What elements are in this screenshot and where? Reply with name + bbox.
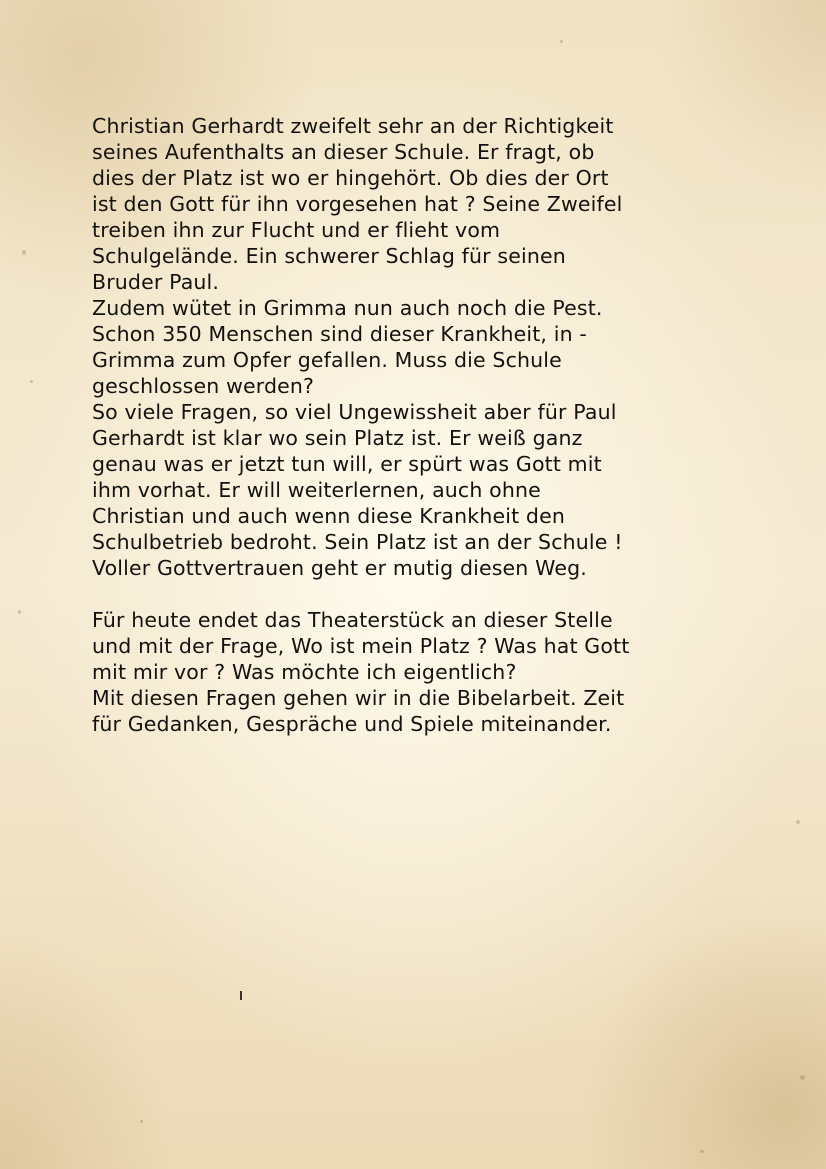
text-line: Mit diesen Fragen gehen wir in die Bibelarbeit. Zeit (92, 686, 625, 710)
text-line: Voller Gottvertrauen geht er mutig diesen Weg. (92, 556, 587, 580)
text-line: Schulgelände. Ein schwerer Schlag für seinen (92, 244, 566, 268)
paragraph-gap (92, 581, 702, 607)
text-line: Christian Gerhardt zweifelt sehr an der Richtigkeit (92, 114, 614, 138)
text-line: seines Aufenthalts an dieser Schule. Er fragt, ob (92, 140, 595, 164)
text-line: Christian und auch wenn diese Krankheit den (92, 504, 565, 528)
text-line: Schulbetrieb bedroht. Sein Platz ist an der Schule ! (92, 530, 623, 554)
paper-speck (700, 1150, 704, 1153)
text-line: geschlossen werden? (92, 374, 315, 398)
text-line: So viele Fragen, so viel Ungewissheit aber für Paul (92, 400, 617, 424)
text-line: und mit der Frage, Wo ist mein Platz ? Was hat Gott (92, 634, 630, 658)
paper-speck (800, 1075, 805, 1080)
text-line: Grimma zum Opfer gefallen. Muss die Schule (92, 348, 562, 372)
text-line: Bruder Paul. (92, 270, 220, 294)
paper-speck (30, 380, 33, 383)
text-line: Gerhardt ist klar wo sein Platz ist. Er weiß ganz (92, 426, 583, 450)
text-line: dies der Platz ist wo er hingehört. Ob dies der Ort (92, 166, 609, 190)
text-line: treiben ihn zur Flucht und er flieht vom (92, 218, 501, 242)
paper-speck (140, 1120, 143, 1123)
text-line: Zudem wütet in Grimma nun auch noch die Pest. (92, 296, 603, 320)
paper-speck (18, 610, 21, 614)
text-line: für Gedanken, Gespräche und Spiele miteinander. (92, 712, 612, 736)
paper-speck (560, 40, 563, 43)
paper-speck (22, 250, 26, 255)
text-line: genau was er jetzt tun will, er spürt was Gott mit (92, 452, 602, 476)
body-text (92, 113, 702, 737)
text-line: ist den Gott für ihn vorgesehen hat ? Seine Zweifel (92, 192, 623, 216)
stray-mark (240, 991, 242, 1000)
paper-speck (796, 820, 800, 824)
text-line: Für heute endet das Theaterstück an dieser Stelle (92, 608, 613, 632)
text-line: Schon 350 Menschen sind dieser Krankheit, in - (92, 322, 587, 346)
text-line: ihm vorhat. Er will weiterlernen, auch ohne (92, 478, 541, 502)
text-line: mit mir vor ? Was möchte ich eigentlich? (92, 660, 517, 684)
